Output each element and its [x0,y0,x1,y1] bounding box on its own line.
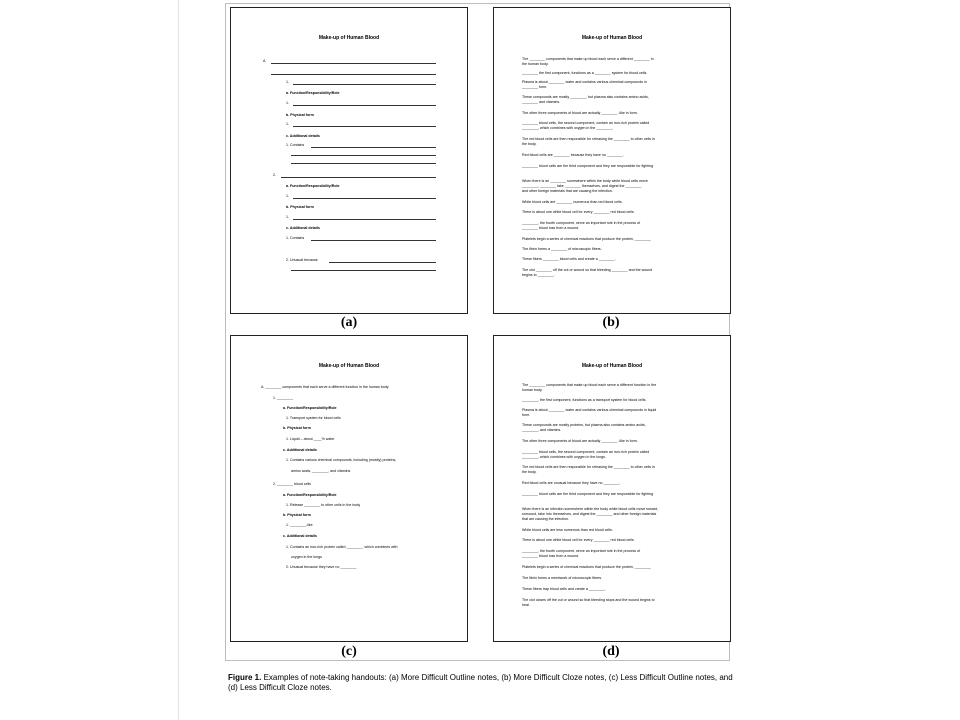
outline-line: 2. [273,173,276,177]
outline-line: 1. Release ________ to other cells in the body [286,503,361,507]
cloze-line: Red blood cells are unusual because they have no ________. [522,481,621,485]
outline-line: 1. Liquid – about ____% water [286,437,335,441]
outline-line: b. Physical form [286,113,314,117]
cloze-line: These compounds are mostly ________, but plasma also contains amino acids, [522,95,649,99]
cloze-line: ________ and vitamins. [522,100,561,104]
outline-line: 1. Contains [286,236,305,240]
answer-line [311,147,436,148]
outline-line: 1. Transport system for blood cells [286,416,341,420]
cloze-line: ________ blood loss from a wound. [522,226,579,230]
cloze-line: The ________ components that make up blood each serve a different function in the [522,383,657,387]
cloze-line: ________ blood cells, the second component, contain an iron-rich protein called [522,450,650,454]
cloze-line: Platelets begin a series of chemical reactions that produce the protein, ________ [522,565,651,569]
cloze-line: ________ form. [522,85,548,89]
outline-line: A. [263,59,267,63]
answer-line [329,262,436,263]
outline-line: 1. [286,122,289,126]
cloze-line: ________ the first component, functions as a ________ system for blood cells. [522,71,648,75]
outline-line: 1. Contains [286,143,305,147]
handout-panel-c [230,335,468,642]
figure-caption [228,673,738,693]
outline-line: a. Function/Responsibility/Role [286,184,340,188]
cloze-line: begins to ________. [522,273,555,277]
panel-label-c: (c) [341,644,357,659]
outline-line: 1. ________-like [286,523,313,527]
cloze-line: White blood cells are ________ numerous than red blood cells. [522,200,623,204]
cloze-line: These fibers trap blood cells and create a ________. [522,587,606,591]
outline-line: 2. Unusual because [286,258,318,262]
answer-line [293,105,436,106]
outline-line: 1. [286,215,289,219]
outline-line: 1. [286,194,289,198]
cloze-line: The clot closes off the cut or wound so that bleeding stops and the wound begins to [522,598,655,602]
cloze-line: ________ blood cells are the third component and they are responsible for fighting [522,164,654,168]
outline-line: 1. [286,101,289,105]
handout-panel-d [493,335,731,642]
cloze-line: The red blood cells are then responsible for releasing the ________ to other cells in [522,137,655,141]
cloze-line: ________, which combines with oxygen in the ________. [522,126,614,130]
caption-label: Figure 1. [228,673,262,682]
cloze-line: surround, take into themselves, and digest the ________ and other foreign materials [522,512,657,516]
cloze-line: The fibrin forms a ________ of microscopic fibers. [522,247,602,251]
cloze-line: The other three components of blood are actually ________ -like in form. [522,439,638,443]
outline-line: 2. ________ blood cells [273,482,311,486]
answer-line [291,155,436,156]
cloze-line: The clot ________ off the cut or wound so that bleeding ________ and the wound [522,268,653,272]
panel-label-b: (b) [602,315,620,330]
page-margin-rule [178,0,179,720]
outline-line: A. ________ components that each serve a different function in the human body [261,385,389,389]
cloze-line: The red blood cells are then responsible for releasing the ________ to other cells in [522,465,655,469]
cloze-line: When there is an ________ somewhere within the body white blood cells move [522,179,648,183]
cloze-line: that are causing the infection. [522,517,569,521]
cloze-line: ________, the first component, functions as a transport system for blood cells. [522,398,647,402]
cloze-line: the body. [522,470,537,474]
cloze-line: Red blood cells are ________ because they have no ________. [522,153,624,157]
cloze-line: There is about one white blood cell for every ________ red blood cells. [522,538,635,542]
outline-line: c. Additional details [283,448,317,452]
outline-line: 1. Contains various chemical compounds, including (mostly) proteins, [286,458,397,462]
cloze-line: and other foreign materials that are causing the infection. [522,189,613,193]
outline-line: b. Physical form [286,205,314,209]
cloze-line: ________ blood cells are the third component and they are responsible for fighting [522,492,654,496]
handout-panel-b [493,7,731,314]
cloze-line: The fibrin forms a meshwork of microscopic fibers. [522,576,603,580]
caption-text: Examples of note-taking handouts: (a) More Difficult Outline notes, (b) More Difficult Cloze notes, (c) Less Difficult Outline notes, and (d) Less Difficult Cloze notes. [228,673,733,692]
outline-line: a. Function/Responsibility/Role [283,493,337,497]
cloze-line: ________, ________ take ________ themselves, and digest the ________ [522,184,642,188]
handout-title: Make-up of Human Blood [581,35,643,41]
cloze-line: ________, the fourth component, serve an important role in the process of [522,221,641,225]
cloze-line: White blood cells are less numerous than red blood cells. [522,528,613,532]
cloze-line: the body. [522,142,537,146]
cloze-line: heal. [522,603,530,607]
cloze-line: ________, the fourth component, serve an important role in the process of [522,549,641,553]
cloze-line: human body. [522,388,543,392]
answer-line [271,63,436,64]
cloze-line: the human body. [522,62,549,66]
cloze-line: ________, which combines with oxygen in the lungs. [522,455,606,459]
cloze-line: The other three components of blood are actually ________ -like in form. [522,111,638,115]
outline-line: a. Function/Responsibility/Role [286,91,340,95]
outline-line: amino acids, ________, and vitamins [291,469,351,473]
handout-title: Make-up of Human Blood [318,35,380,41]
cloze-line: There is about one white blood cell for every ________ red blood cells. [522,210,635,214]
cloze-line: ________, and vitamins. [522,428,562,432]
outline-line: oxygen in the lungs [291,555,322,559]
answer-line [271,74,436,75]
answer-line [293,219,436,220]
answer-line [293,198,436,199]
cloze-line: These fibers ________ blood cells and create a ________. [522,257,616,261]
answer-line [291,270,436,271]
outline-line: 1. Contains an iron-rich protein called ________, which combines with [286,545,398,549]
outline-line: 1. ________ [273,396,293,400]
cloze-line: Platelets begin a series of chemical reactions that produce the protein, ________ [522,237,651,241]
cloze-line: ________ blood cells, the second component, contain an iron-rich protein called [522,121,650,125]
answer-line [281,177,436,178]
handout-panel-a [230,7,468,314]
answer-line [293,84,436,85]
cloze-line: These compounds are mostly proteins, but plasma also contains amino acids, [522,423,646,427]
panel-label-a: (a) [340,315,358,330]
outline-line: a. Function/Responsibility/Role [283,406,337,410]
cloze-line: Plasma is about ________ water and contains various chemical compounds in [522,80,647,84]
answer-line [311,240,436,241]
outline-line: 1. [286,80,289,84]
handout-title: Make-up of Human Blood [581,363,643,369]
cloze-line: Plasma is about ________ water and contains various chemical compounds in liquid [522,408,657,412]
cloze-line: The ________ components that make up blood each serve a different ________ in [522,57,654,61]
outline-line: b. Physical form [283,513,311,517]
outline-line: b. Physical form [283,426,311,430]
panel-label-d: (d) [602,644,620,659]
answer-line [293,126,436,127]
outline-line: c. Additional details [286,134,320,138]
cloze-line: form. [522,413,531,417]
cloze-line: ________ blood loss from a wound. [522,554,579,558]
answer-line [291,163,436,164]
outline-line: c. Additional details [286,226,320,230]
outline-line: 2. Unusual because they have no ________ [286,565,357,569]
handout-title: Make-up of Human Blood [318,363,380,369]
cloze-line: When there is an infection somewhere within the body white blood cells move toward, [522,507,659,511]
outline-line: c. Additional details [283,534,317,538]
